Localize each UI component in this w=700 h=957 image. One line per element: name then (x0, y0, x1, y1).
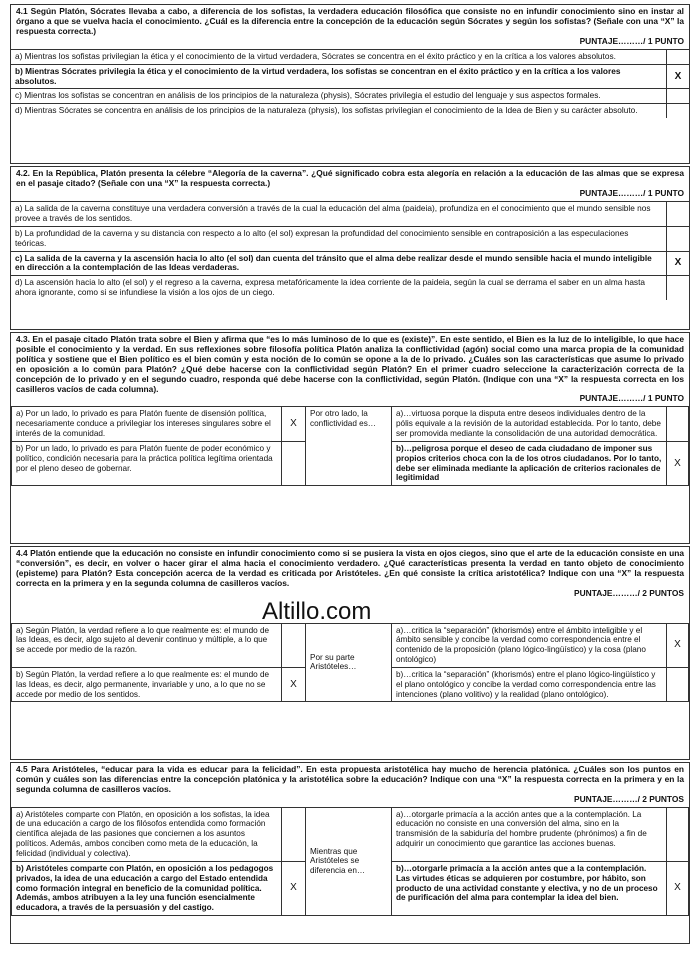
option-4-2-c: c) La salida de la caverna y la ascensión hacia lo alto (el sol) dan cuenta del tránsito que el alma debe realizar desde el mundo sensible hacia el mundo inteligible en dirección a la contemplación de las Ideas verdaderas. X (11, 251, 689, 276)
question-4-5-text: 4.5 Para Aristóteles, “educar para la vida es educar para la felicidad”. En esta propuesta aristotélica hay mucho de herencia platónica. ¿Cuáles son los puntos en común y cuáles son las diferencias entre la concepción platónica y la aristotélica sobre la educación? Indique con una “X” la respuesta correcta en la primera y en la segunda columna de casilleros vacíos. PUNTAJE………/ 2 PUNTOS (16, 764, 684, 804)
question-4-3 (10, 332, 690, 544)
table-4-5 (11, 807, 689, 916)
answer-box-4-2-a[interactable] (667, 202, 689, 226)
option-4-1-b: b) Mientras Sócrates privilegia la ética y el conocimiento de la virtud verdadera, los sofistas se concentran en el éxito práctico y en la crítica a los valores absolutos. X (11, 64, 689, 89)
answer-box-4-1-b[interactable]: X (674, 70, 682, 82)
right-option-4-4-a: a)…critica la “separación” (khorismós) entre el ámbito inteligible y el ámbito sensible y concibe la verdad como correspondencia entre el contenido de la proposición (plano lógico-lingüístico) y la cosa (plano ontológico) (392, 623, 667, 667)
answer-box-4-4-left-b[interactable]: X (282, 667, 306, 702)
middle-label-4-5: Mientras que Aristóteles se diferencia en… (306, 807, 392, 915)
watermark-logo: Altillo.com (262, 598, 372, 625)
option-4-1-a: a) Mientras los sofistas privilegian la ética y el conocimiento de la virtud verdadera, Sócrates se concentra en el éxito práctico y en la crítica a los valores absolutos. (11, 49, 689, 64)
answer-box-4-5-right-a[interactable] (667, 807, 689, 861)
left-option-4-5-a: a) Aristóteles comparte con Platón, en oposición a los sofistas, la idea de una educación a cargo de los filósofos entendida como formación científica alejada de las pasiones que conciernen a los asuntos políticos. Además, ambos conciben como meta de la educación, la felicidad (individual y colectiva). (12, 807, 282, 861)
answer-box-4-5-left-a[interactable] (282, 807, 306, 861)
right-option-4-5-a: a)…otorgarle primacía a la acción antes que a la contemplación. La educación no consiste en una conversión del alma, sino en la transmisión de la sabiduría del hombre prudente (phrónimos) a fin de adquirir un conocimiento que garantice las acciones buenas. (392, 807, 667, 861)
right-option-4-3-a: a)…virtuosa porque la disputa entre deseos individuales dentro de la pólis equivale a la revisión de la autoridad establecida. Por lo tanto, debe ser promovida mediante la consolidación de una autoridad democrática. (392, 407, 667, 442)
answer-box-4-4-left-a[interactable] (282, 623, 306, 667)
table-4-4 (11, 623, 689, 703)
option-4-2-b: b) La profundidad de la caverna y su distancia con respecto a lo alto (el sol) expresan la profundidad del conocimiento sensible en contraposición a las especulaciones teóricas. (11, 226, 689, 251)
question-4-4 (10, 546, 690, 760)
score-4-2: PUNTAJE………/ 1 PUNTO (579, 187, 684, 198)
question-4-1 (10, 4, 690, 164)
left-option-4-4-a: a) Según Platón, la verdad refiere a lo que realmente es: el mundo de las Ideas, es decir, algo sujeto al devenir continuo y múltiple, a lo que se accede por medio de la razón. (12, 623, 282, 667)
answer-box-4-4-right-b[interactable] (667, 667, 689, 702)
option-4-2-d: d) La ascensión hacia lo alto (el sol) y el regreso a la caverna, expresa metafóricamente la idea corriente de la paideia, según la cual se derrama el saber en un alma hasta ahora ignorante, como si se infundiese la visión a los ojos de un ciego. (11, 275, 689, 300)
answer-box-4-2-b[interactable] (667, 227, 689, 251)
answer-box-4-2-d[interactable] (667, 276, 689, 300)
answer-box-4-4-right-a[interactable]: X (667, 623, 689, 667)
option-4-1-c: c) Mientras los sofistas se concentran en análisis de los principios de la naturaleza (physis), Sócrates privilegia el estudio del lenguaje y sus aspectos formales. (11, 88, 689, 103)
right-option-4-4-b: b)…critica la “separación” (khorismós) entre el plano lógico-lingüístico y el plano ontológico y concibe la verdad como correspondencia entre las intenciones (plano volitivo) y la realidad (plano ontológico). (392, 667, 667, 702)
left-option-4-3-b: b) Por un lado, lo privado es para Platón fuente de poder económico y político, condición necesaria para la práctica política legítima orientada por el pleno deseo de gobernar. (12, 441, 282, 485)
answer-box-4-2-c[interactable]: X (674, 257, 682, 269)
left-option-4-3-a: a) Por un lado, lo privado es para Platón fuente de disensión política, necesariamente conduce a privilegiar los intereses singulares sobre el interés de la comunidad. (12, 407, 282, 442)
middle-label-4-3: Por otro lado, la conflictividad es… (306, 407, 392, 486)
question-4-5 (10, 762, 690, 944)
option-4-2-a: a) La salida de la caverna constituye una verdadera conversión a través de la cual la educación del alma (paideia), profundiza en el conocimiento que el mundo sensible nos provee a través de los sentidos. (11, 201, 689, 226)
option-4-1-d: d) Mientras Sócrates se concentra en análisis de los principios de la naturaleza (physis), los sofistas privilegian el conocimiento de la Idea de Bien y su carácter absoluto. (11, 103, 689, 118)
answer-box-4-5-left-b[interactable]: X (282, 861, 306, 915)
answer-box-4-1-c[interactable] (667, 89, 689, 103)
answer-box-4-1-a[interactable] (667, 50, 689, 64)
answer-box-4-3-right-a[interactable] (667, 407, 689, 442)
right-option-4-5-b: b)…otorgarle primacía a la acción antes que a la contemplación. Las virtudes éticas se adquieren por costumbre, por hábito, son producto de una actividad constante y electiva, y no de un proceso de purificación del alma para contemplar la idea del bien. (392, 861, 667, 915)
answer-box-4-3-right-b[interactable]: X (667, 441, 689, 485)
question-4-3-text: 4.3. En el pasaje citado Platón trata sobre el Bien y afirma que “es lo más luminoso de lo que es (existe)”. En este sentido, el Bien es la luz de lo inteligible, lo que hace posible el conocimiento y la verdad. En sus reflexiones sobre filosofía política Platón analiza la conflictividad (agón) social como una marca propia de la comunidad política y sostiene que el Bien político es el bien común y esta noción de lo común se opone a la de lo privado. ¿Cuáles son las características que asume lo privado en oposición a lo común para Platón? ¿Qué debe hacerse con la conflictividad según Platón? En el primer cuadro seleccione la caracterización correcta de la concepción de lo privado y en el segundo cuadro, responda qué debe hacerse con la conflictividad, según Platón. (Indique con una “X” la respuesta correcta en los casilleros vacíos de cada columna). PUNTAJE………/ 1 PUNTO (16, 334, 684, 404)
score-4-3: PUNTAJE………/ 1 PUNTO (579, 393, 684, 404)
middle-label-4-4: Por su parte Aristóteles… (306, 623, 392, 702)
score-4-4: PUNTAJE………/ 2 PUNTOS (574, 587, 684, 598)
score-4-1: PUNTAJE………/ 1 PUNTO (579, 35, 684, 46)
table-4-3 (11, 406, 689, 486)
question-4-4-text: 4.4 Platón entiende que la educación no consiste en infundir conocimiento como si se pusiera la vista en ojos ciegos, sino que el arte de la educación consiste en una “conversión”, es decir, en volver o hacer girar el alma hacia el conocimiento verdadero. ¿Qué características presenta la verdad en tanto objeto de conocimiento (episteme) para Platón? Esta concepción acerca de la verdad es criticada por Aristóteles. ¿En qué consiste la crítica aristotélica? Indique con una “X” la respuesta correcta en la primera y en la segunda columna de casilleros vacíos. PUNTAJE………/ 2 PUNTOS (16, 548, 684, 598)
score-4-5: PUNTAJE………/ 2 PUNTOS (574, 793, 684, 804)
question-4-1-text: 4.1 Según Platón, Sócrates llevaba a cabo, a diferencia de los sofistas, la verdadera educación filosófica que consiste no en infundir conocimiento sino en instar al órgano a que se vuelva hacia el conocimiento. ¿Cuál es la diferencia entre la concepción de la educación según Sócrates y según los sofistas? (Señale con una “X” la respuesta correcta.) PUNTAJE………/ 1 PUNTO (16, 6, 684, 46)
question-4-2 (10, 166, 690, 330)
left-option-4-5-b: b) Aristóteles comparte con Platón, en oposición a los pedagogos privados, la idea de una educación a cargo del Estado entendida como formación integral en beneficio de la comunidad política. Además, ambos atribuyen a la ley una función esencialmente educadora, a través de la persuasión y del castigo. (12, 861, 282, 915)
question-4-2-text: 4.2. En la República, Platón presenta la célebre “Alegoría de la caverna”. ¿Qué significado cobra esta alegoría en relación a la educación de las almas que se expresa en el pasaje citado? (Señale con una “X” la respuesta correcta.) PUNTAJE………/ 1 PUNTO (16, 168, 684, 198)
answer-box-4-3-left-a[interactable]: X (282, 407, 306, 442)
answer-box-4-3-left-b[interactable] (282, 441, 306, 485)
answer-box-4-5-right-b[interactable]: X (667, 861, 689, 915)
left-option-4-4-b: b) Según Platón, la verdad refiere a lo que realmente es: el mundo de las Ideas, es decir, algo permanente, invariable y uno, a lo que no se accede por medio de los sentidos. (12, 667, 282, 702)
answer-box-4-1-d[interactable] (667, 104, 689, 118)
right-option-4-3-b: b)…peligrosa porque el deseo de cada ciudadano de imponer sus propios criterios choca con la de los otros ciudadanos. Por lo tanto, debe ser eliminada mediante la aplicación de criterios racionales de legitimidad (392, 441, 667, 485)
